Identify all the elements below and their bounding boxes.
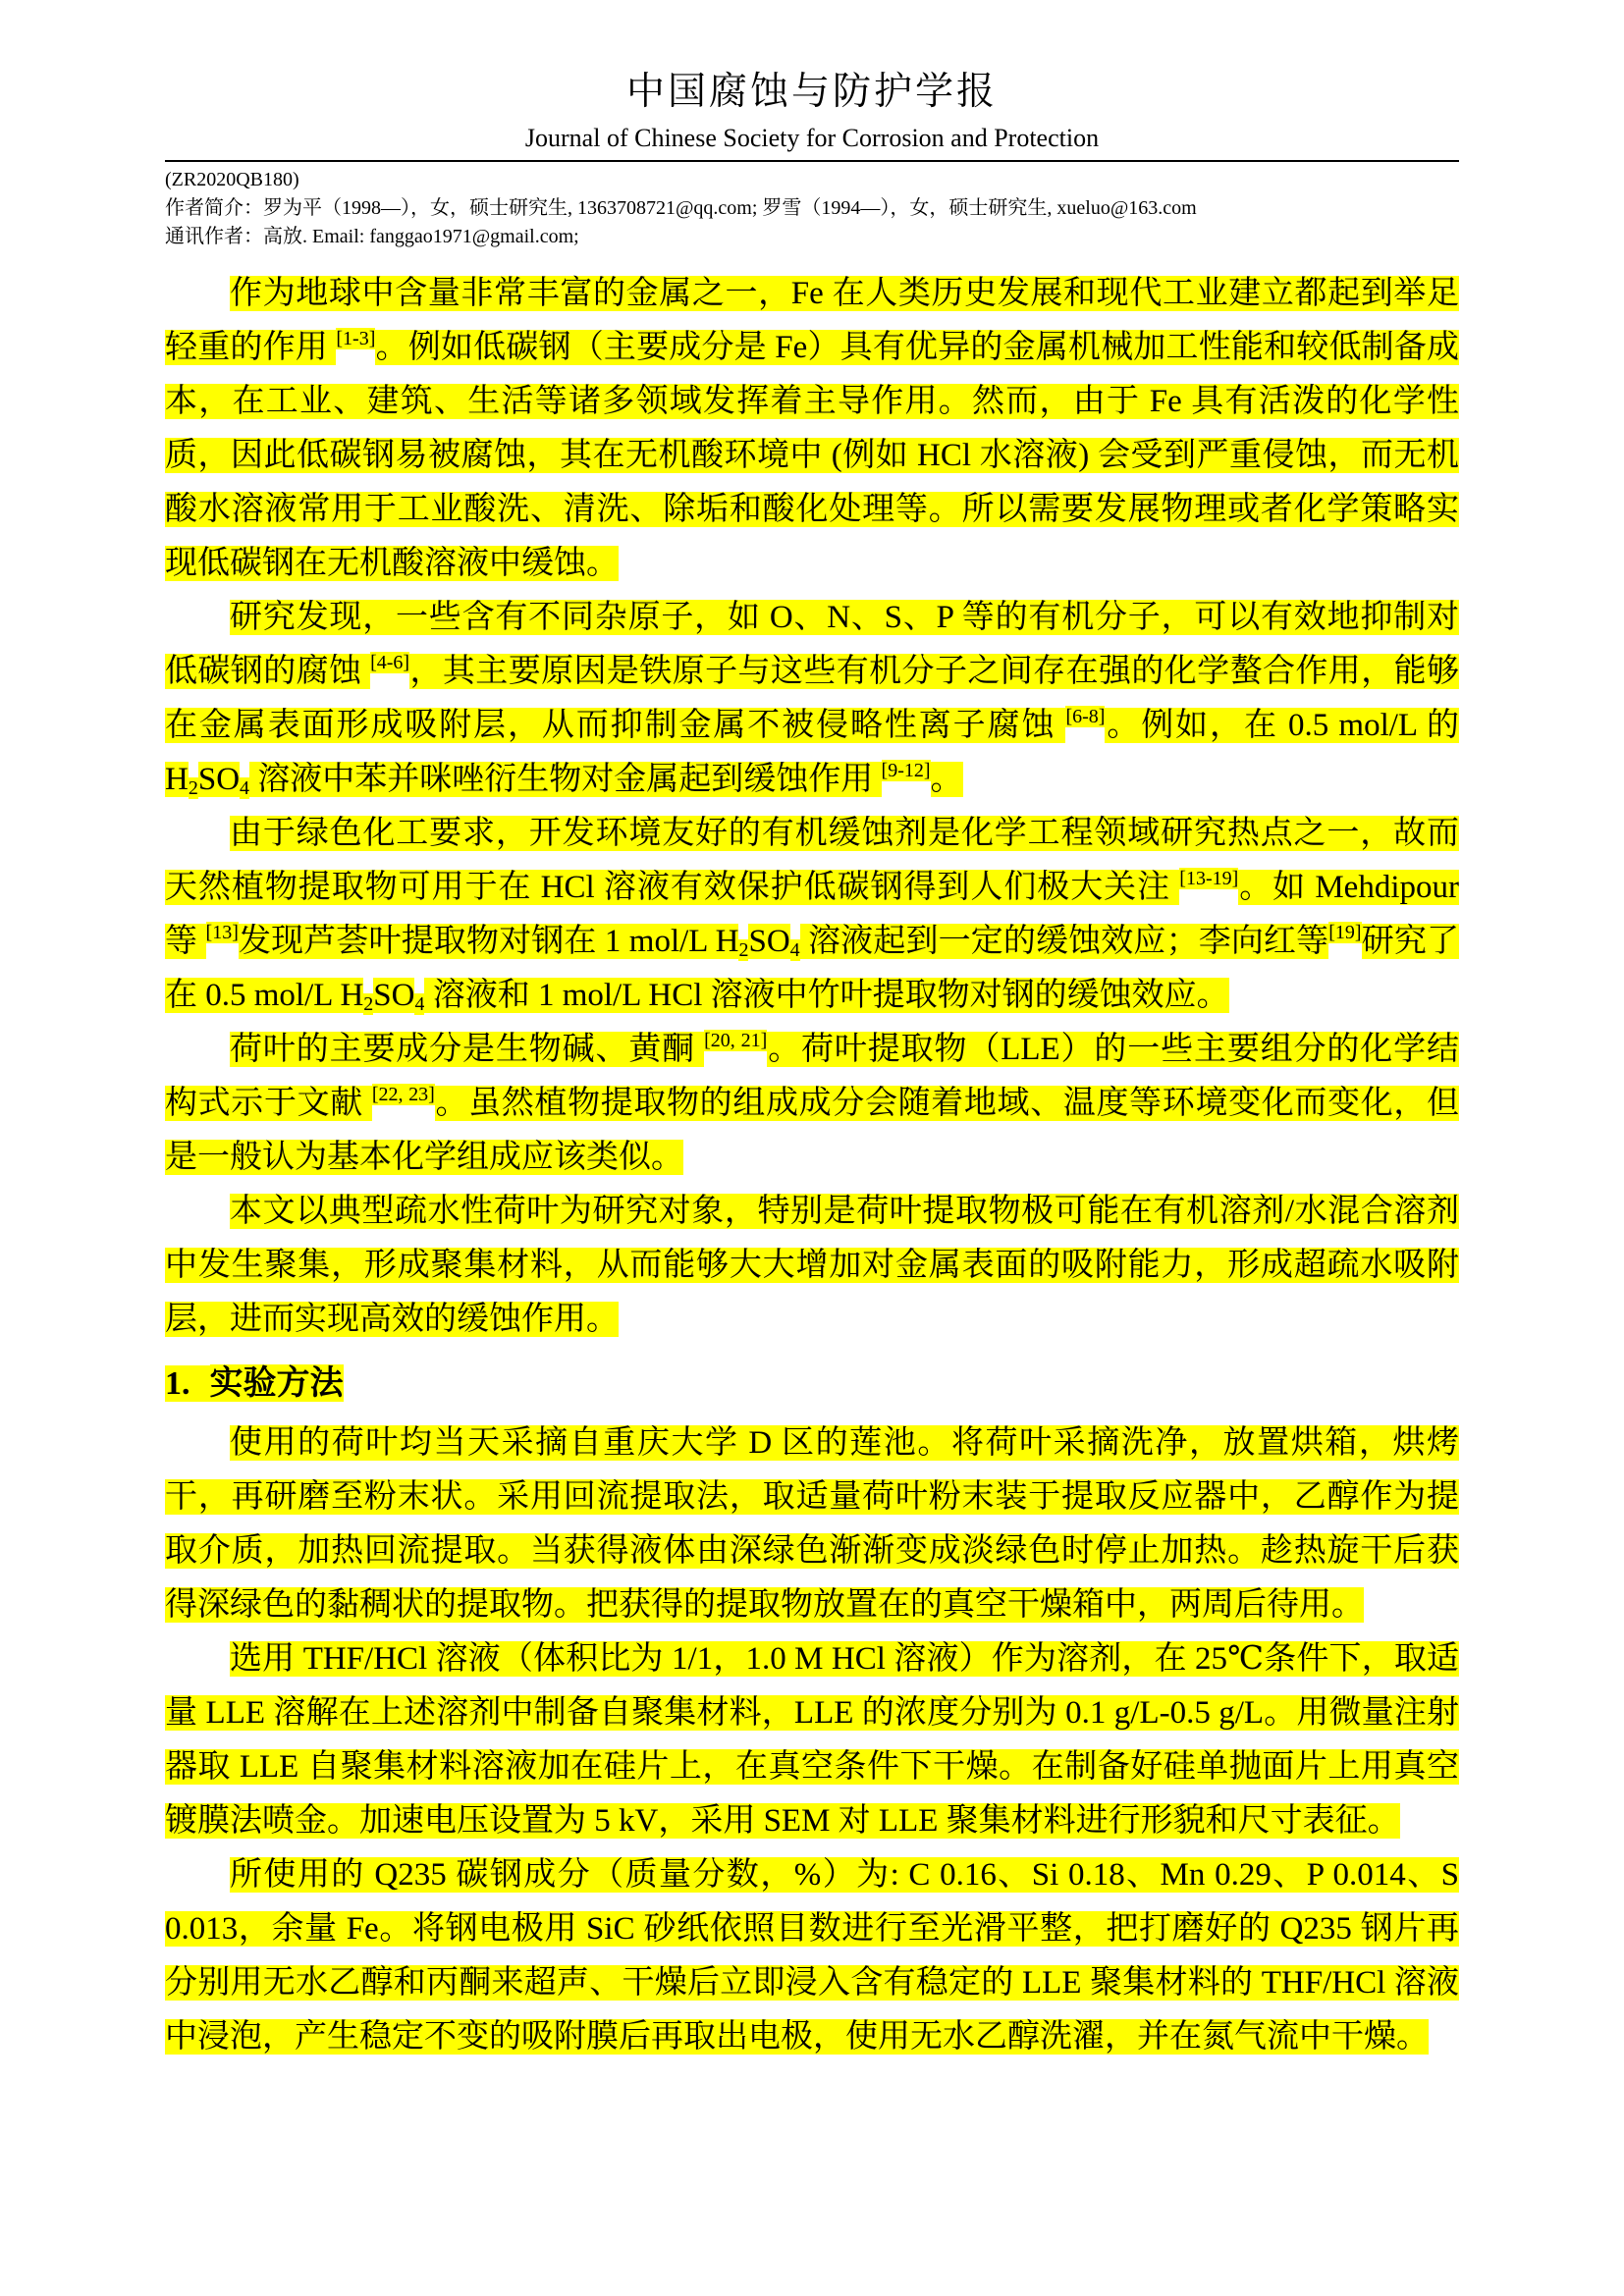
text-run: 选用 THF/HCl 溶液（体积比为 1/1，1.0 M HCl 溶液）作为溶剂，在 25℃条件下，取适量 LLE 溶解在上述溶剂中制备自聚集材料，LLE 的浓度分别为 0.1 g/L-0.5 g/L。用微量注射器取 LLE 自聚集材料溶液加在硅片上，在真空条件下干燥。在制备好硅单抛面片上用真空镀膜法喷金。加速电压设置为 5 kV，采用 SEM 对 LLE 聚集材料进行形貌和尺寸表征。 — [165, 1641, 1459, 1839]
section-heading — [165, 1357, 1459, 1411]
header-divider — [165, 160, 1459, 162]
text-run: SO — [748, 924, 790, 959]
text-run: 。荷叶提取物（LLE）的一些主要组分的化学结构式示于文献 — [165, 1032, 1459, 1121]
citation-reference: [13-19] — [1179, 868, 1239, 889]
grant-number: (ZR2020QB180) — [165, 169, 299, 190]
text-run: 作为地球中含量非常丰富的金属之一，Fe 在人类历史发展和现代工业建立都起到举足轻重的作用 — [165, 276, 1459, 365]
text-run: 所使用的 Q235 碳钢成分（质量分数，%）为: C 0.16、Si 0.18、Mn 0.29、P 0.014、S 0.013，余量 Fe。将钢电极用 SiC 砂纸依照目数进行至光滑平整，把打磨好的 Q235 钢片再分别用无水乙醇和丙酮来超声、干燥后立即浸入含有稳定的 LLE 聚集材料的 THF/HCl 溶液中浸泡，产生稳定不变的吸附膜后再取出电极，使用无水乙醇洗濯，并在氮气流中干燥。 — [165, 1857, 1459, 2055]
text-run: 。如 Mehdipour 等 — [165, 870, 1459, 959]
paragraph — [165, 807, 1459, 1023]
paragraph — [165, 1416, 1459, 1632]
text-run: 溶液和 1 mol/L HCl 溶液中竹叶提取物对钢的缓蚀效应。 — [424, 978, 1229, 1013]
author-bio-line: 作者简介：罗为平（1998—），女，硕士研究生, 1363708721@qq.com; 罗雪（1994—），女，硕士研究生, xueluo@163.com — [165, 197, 1197, 219]
citation-reference: [19] — [1328, 922, 1362, 943]
corresponding-author-line: 通讯作者：高放. Email: fanggao1971@gmail.com; — [165, 226, 579, 247]
manuscript-meta — [165, 166, 1459, 251]
journal-header — [165, 61, 1459, 153]
text-run: 。例如，在 0.5 mol/L 的 H — [165, 708, 1459, 797]
text-run: 。虽然植物提取物的组成成分会随着地域、温度等环境变化而变化，但是一般认为基本化学组成应该类似。 — [165, 1086, 1460, 1175]
paragraph — [165, 1632, 1459, 1848]
citation-reference: [6-8] — [1065, 706, 1106, 727]
paragraph — [165, 1023, 1459, 1185]
chemical-subscript: 2 — [738, 939, 749, 961]
text-run: 由于绿色化工要求，开发环境友好的有机缓蚀剂是化学工程领域研究热点之一，故而天然植物提取物可用于在 HCl 溶液有效保护低碳钢得到人们极大关注 — [165, 816, 1459, 905]
citation-reference: [13] — [205, 922, 239, 943]
text-run: 。例如低碳钢（主要成分是 Fe）具有优异的金属机械加工性能和较低制备成本，在工业、建筑、生活等诸多领域发挥着主导作用。然而，由于 Fe 具有活泼的化学性质，因此低碳钢易被腐蚀，其在无机酸环境中 (例如 HCl 水溶液) 会受到严重侵蚀，而无机酸水溶液常用于工业酸洗、清洗、除垢和酸化处理等。所以需要发展物理或者化学策略实现低碳钢在无机酸溶液中缓蚀。 — [165, 330, 1460, 581]
text-run: 发现芦荟叶提取物对钢在 1 mol/L H — [238, 924, 739, 959]
text-run: 本文以典型疏水性荷叶为研究对象，特别是荷叶提取物极可能在有机溶剂/水混合溶剂中发生聚集，形成聚集材料，从而能够大大增加对金属表面的吸附能力，形成超疏水吸附层，进而实现高效的缓蚀作用。 — [165, 1194, 1459, 1337]
chemical-subscript: 4 — [789, 939, 800, 961]
citation-reference: [1-3] — [336, 328, 376, 349]
chemical-subscript: 4 — [240, 777, 250, 799]
paragraph — [165, 1848, 1459, 2064]
text-run: 。 — [930, 762, 963, 797]
document-body — [165, 267, 1459, 2064]
text-run: 使用的荷叶均当天采摘自重庆大学 D 区的莲池。将荷叶采摘洗净，放置烘箱，烘烤干，再研磨至粉末状。采用回流提取法，取适量荷叶粉末装于提取反应器中，乙醇作为提取介质，加热回流提取。当获得液体由深绿色渐渐变成淡绿色时停止加热。趁热旋干后获得深绿色的黏稠状的提取物。把获得的提取物放置在的真空干燥箱中，两周后待用。 — [165, 1425, 1459, 1623]
text-run: ，其主要原因是铁原子与这些有机分子之间存在强的化学螯合作用，能够在金属表面形成吸附层，从而抑制金属不被侵略性离子腐蚀 — [165, 654, 1460, 743]
journal-title-english: Journal of Chinese Society for Corrosion and Protection — [524, 124, 1100, 152]
chemical-subscript: 2 — [363, 993, 374, 1015]
text-run: 溶液起到一定的缓蚀效应；李向红等 — [799, 924, 1329, 959]
text-run: SO — [373, 978, 415, 1013]
paragraph — [165, 1185, 1459, 1347]
section-number: 1. — [165, 1365, 210, 1402]
text-run: 荷叶的主要成分是生物碱、黄酮 — [230, 1032, 705, 1067]
journal-title-chinese: 中国腐蚀与防护学报 — [625, 71, 998, 113]
section-title: 实验方法 — [209, 1364, 344, 1402]
paragraph — [165, 591, 1459, 807]
chemical-subscript: 2 — [188, 777, 198, 799]
paragraph — [165, 267, 1459, 591]
citation-reference: [20, 21] — [704, 1030, 768, 1051]
chemical-subscript: 4 — [414, 993, 425, 1015]
citation-reference: [4-6] — [370, 652, 410, 673]
text-run: 溶液中苯并咪唑衍生物对金属起到缓蚀作用 — [249, 762, 882, 797]
citation-reference: [9-12] — [881, 760, 931, 781]
text-run: 研究发现，一些含有不同杂原子，如 O、N、S、P 等的有机分子，可以有效地抑制对低碳钢的腐蚀 — [165, 600, 1459, 689]
text-run: 研究了在 0.5 mol/L H — [165, 924, 1460, 1013]
text-run: SO — [197, 762, 241, 797]
citation-reference: [22, 23] — [371, 1084, 435, 1105]
